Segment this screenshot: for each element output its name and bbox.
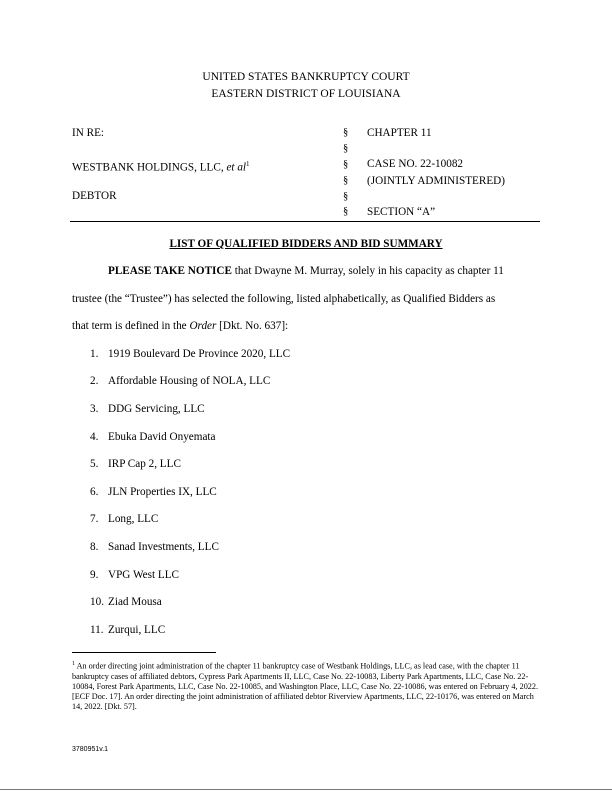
- chapter-label: CHAPTER 11: [367, 127, 432, 139]
- list-item: 8. Sanad Investments, LLC: [90, 541, 219, 553]
- section-symbol: §: [343, 175, 349, 186]
- list-item: 7. Long, LLC: [90, 513, 159, 525]
- list-item: 2. Affordable Housing of NOLA, LLC: [90, 375, 271, 387]
- footnote-text: An order directing joint administration of the chapter 11 bankruptcy case of Westbank Holdings, LLC, as lead case, with the chapter 11 bankruptcy cases of affiliated debtors, Cypress Park Apartments II, LLC, Case No. 22-10083, Liberty Park Apartments, LLC, Case No. 22-10084, Forest Park Apartments, LLC, Case No. 22-10085, and Washington Place, LLC, Case No. 22-10086, was entered on February 4, 2022. [ECF Doc. 17]. An order directing the joint administration of affiliated debtor Riverview Apartments, LLC, 22-10176, was entered on March 14, 2022. [Dkt. 57].: [72, 661, 539, 711]
- court-name: UNITED STATES BANKRUPTCY COURT: [202, 71, 410, 83]
- court-district: EASTERN DISTRICT OF LOUISIANA: [211, 88, 401, 100]
- notice-lead: PLEASE TAKE NOTICE: [108, 265, 232, 277]
- footnote-divider: [72, 652, 216, 653]
- list-item: 11. Zurqui, LLC: [90, 624, 166, 636]
- case-number: CASE NO. 22-10082: [367, 158, 464, 170]
- debtor-label: DEBTOR: [72, 190, 117, 202]
- document-id: 3780951v.1: [72, 746, 109, 753]
- list-item: 4. Ebuka David Onyemata: [90, 431, 216, 443]
- document-heading: LIST OF QUALIFIED BIDDERS AND BID SUMMARY: [169, 238, 443, 250]
- debtor-name: [72, 157, 250, 175]
- notice-line-1: [108, 265, 504, 277]
- in-re-label: IN RE:: [72, 127, 105, 139]
- footnote-reference: 1: [246, 160, 250, 168]
- section-symbol: §: [343, 191, 349, 202]
- docket-reference: [Dkt. No. 637]:: [216, 320, 289, 332]
- list-item: 5. IRP Cap 2, LLC: [90, 458, 181, 470]
- list-item: 10. Ziad Mousa: [90, 596, 162, 608]
- footnote-mark: 1: [72, 661, 75, 667]
- page-edge: [0, 789, 612, 790]
- section-symbol: §: [343, 159, 349, 170]
- section-symbol: §: [343, 127, 349, 138]
- notice-line-1-text: that Dwayne M. Murray, solely in his capacity as chapter 11: [231, 265, 504, 277]
- list-item: 1. 1919 Boulevard De Province 2020, LLC: [90, 348, 291, 360]
- section-symbol: §: [343, 206, 349, 217]
- list-item: 6. JLN Properties IX, LLC: [90, 486, 217, 498]
- notice-line-3-text: that term is defined in the: [72, 320, 190, 332]
- notice-line-3: [72, 320, 288, 332]
- et-al-text: et al: [226, 161, 247, 174]
- caption-divider: [70, 221, 540, 222]
- list-item: 9. VPG West LLC: [90, 569, 179, 581]
- notice-line-2: trustee (the “Trustee”) has selected the following, listed alphabetically, as Qualified Bidders as: [72, 293, 496, 305]
- section-label: SECTION “A”: [367, 206, 436, 218]
- footnote: [72, 659, 544, 712]
- order-reference: Order: [189, 320, 217, 332]
- list-item: 3. DDG Servicing, LLC: [90, 403, 205, 415]
- debtor-name-text: WESTBANK HOLDINGS, LLC,: [72, 161, 227, 174]
- jointly-administered: (JOINTLY ADMINISTERED): [367, 175, 505, 187]
- section-symbol: §: [343, 143, 349, 154]
